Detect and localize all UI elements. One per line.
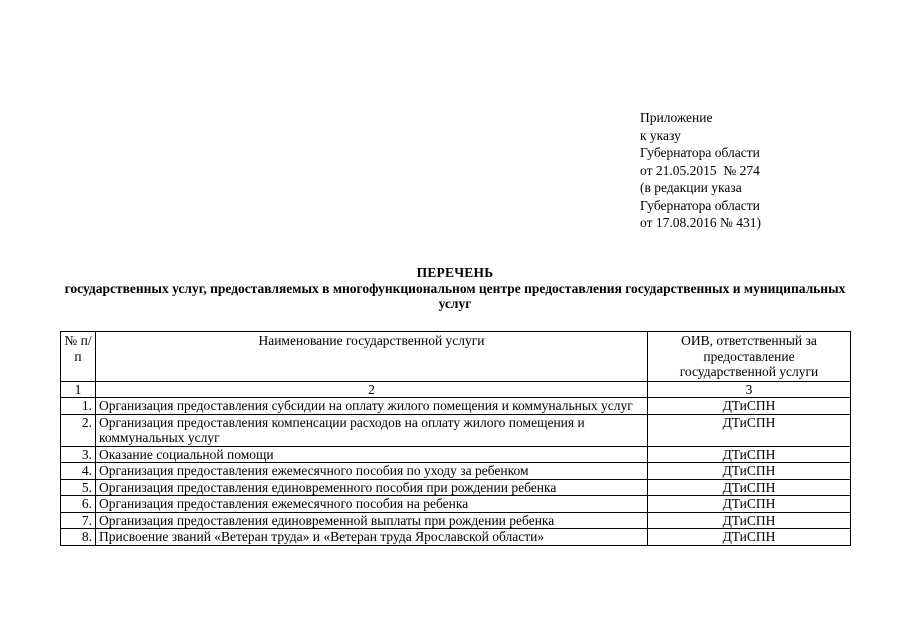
title-subtitle: государственных услуг, предоставляемых в многофункциональном центре предоставления государственных и муниципальных услуг — [64, 280, 846, 311]
header-oiv: ОИВ, ответственный за предоставление государственной услуги — [648, 332, 851, 382]
appendix-line: Губернатора области — [640, 197, 760, 213]
row-oiv: ДТиСПН — [648, 414, 851, 446]
table-row — [61, 414, 851, 446]
row-name: Организация предоставления единовременного пособия при рождении ребенка — [96, 479, 648, 496]
table-row — [61, 512, 851, 529]
appendix-line: (в редакции указа — [640, 180, 742, 195]
column-index-cell: 1 — [61, 381, 96, 398]
table-row — [61, 529, 851, 546]
row-oiv: ДТиСПН — [648, 398, 851, 415]
row-oiv: ДТиСПН — [648, 479, 851, 496]
table-row — [61, 463, 851, 480]
row-num: 4. — [61, 463, 96, 480]
row-name: Организация предоставления ежемесячного пособия по уходу за ребенком — [96, 463, 648, 480]
title-heading: ПЕРЕЧЕНЬ — [416, 265, 494, 280]
table-row — [61, 398, 851, 415]
row-oiv: ДТиСПН — [648, 496, 851, 513]
appendix-block — [640, 109, 761, 232]
row-name: Организация предоставления единовременной выплаты при рождении ребенка — [96, 512, 648, 529]
row-name: Организация предоставления субсидии на оплату жилого помещения и коммунальных услуг — [96, 398, 648, 415]
column-index-cell: 2 — [96, 381, 648, 398]
table-row — [61, 496, 851, 513]
row-oiv: ДТиСПН — [648, 446, 851, 463]
row-name: Организация предоставления ежемесячного пособия на ребенка — [96, 496, 648, 513]
table-header-row — [61, 332, 851, 382]
row-name: Присвоение званий «Ветеран труда» и «Ветеран труда Ярославской области» — [96, 529, 648, 546]
row-num: 2. — [61, 414, 96, 446]
appendix-line: к указу — [640, 127, 681, 143]
row-num: 1. — [61, 398, 96, 415]
document-title — [60, 265, 850, 312]
row-oiv: ДТиСПН — [648, 529, 851, 546]
appendix-line: от 21.05.2015 № 274 — [640, 162, 760, 178]
appendix-line: Приложение — [640, 110, 713, 125]
row-name: Организация предоставления компенсации расходов на оплату жилого помещения и коммунальных услуг — [96, 414, 648, 446]
header-num: № п/п — [61, 332, 96, 382]
row-num: 6. — [61, 496, 96, 513]
row-num: 5. — [61, 479, 96, 496]
row-name: Оказание социальной помощи — [96, 446, 648, 463]
row-oiv: ДТиСПН — [648, 512, 851, 529]
appendix-line: Губернатора области — [640, 145, 760, 160]
row-num: 8. — [61, 529, 96, 546]
table-row — [61, 446, 851, 463]
row-num: 7. — [61, 512, 96, 529]
row-oiv: ДТиСПН — [648, 463, 851, 480]
column-index-row — [61, 381, 851, 398]
column-index-cell: 3 — [648, 381, 851, 398]
appendix-line: от 17.08.2016 № 431) — [640, 215, 761, 230]
header-name: Наименование государственной услуги — [96, 332, 648, 382]
services-table — [60, 331, 851, 546]
row-num: 3. — [61, 446, 96, 463]
table-row — [61, 479, 851, 496]
